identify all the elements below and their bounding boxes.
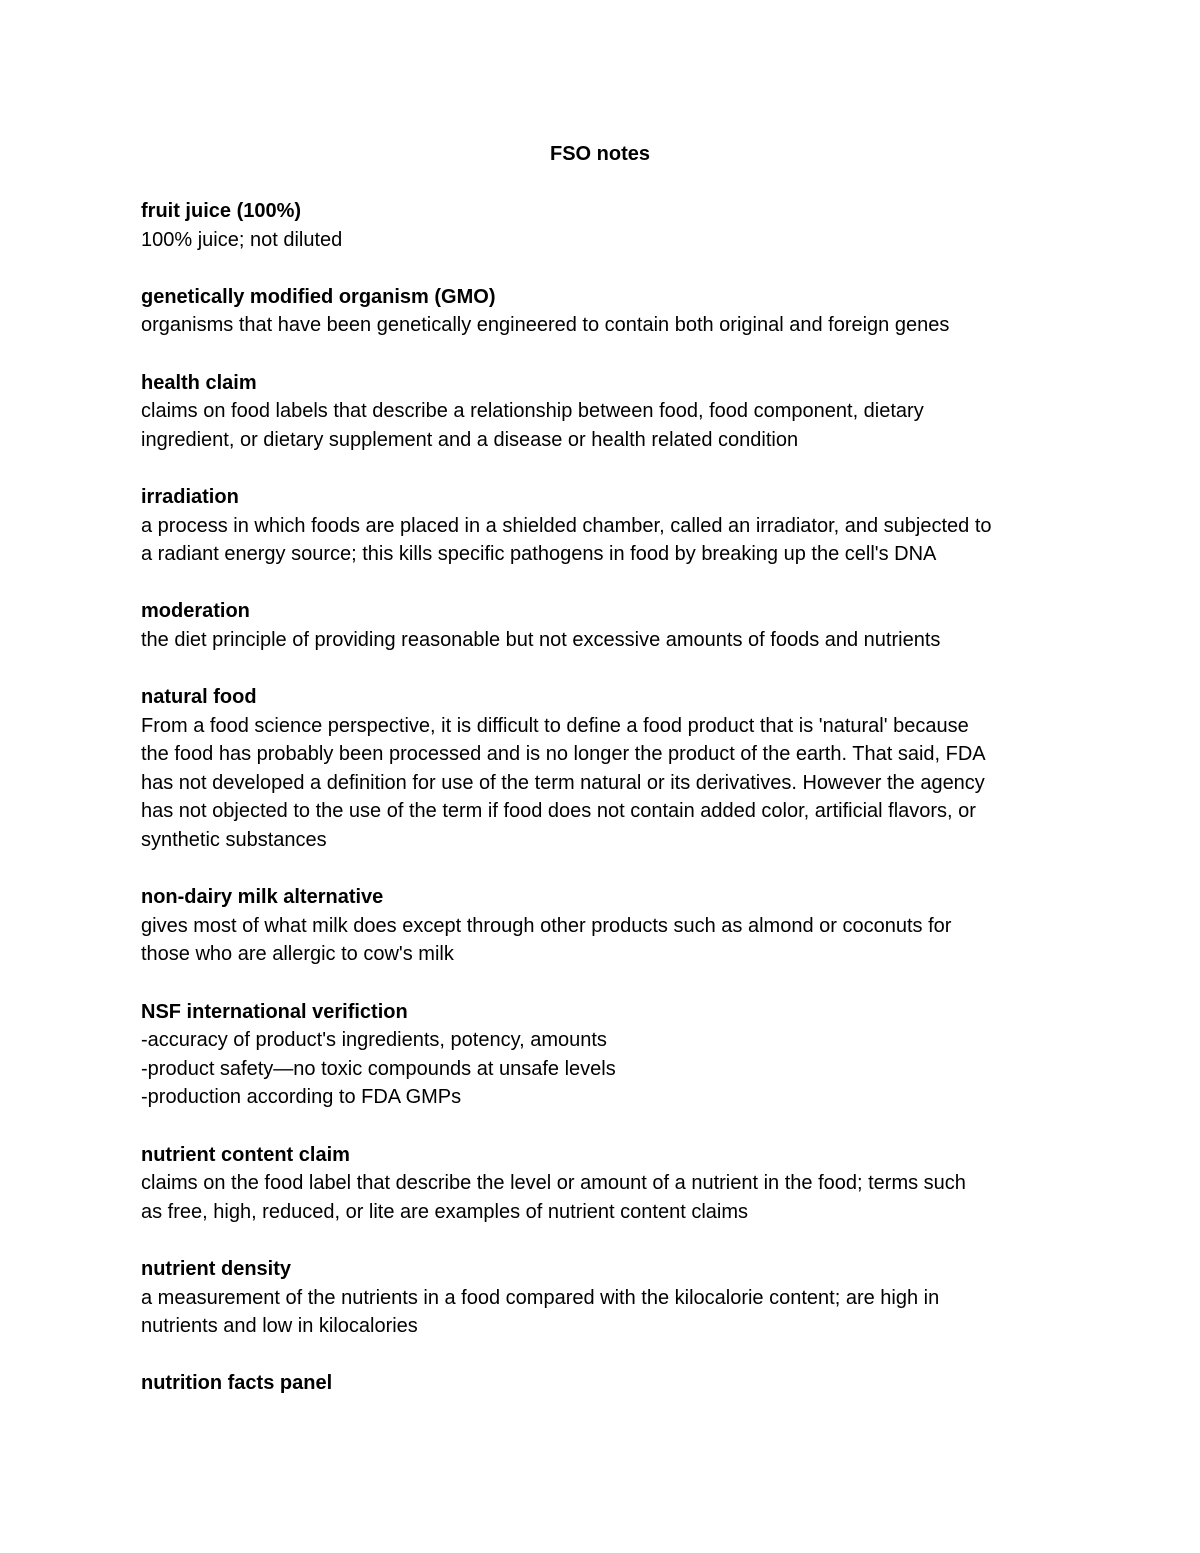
glossary-entry [141,1369,1081,1398]
glossary-definition: 100% juice; not diluted [141,228,343,251]
glossary-term: nutrient density [141,1257,292,1280]
glossary-definition: the diet principle of providing reasonable but not excessive amounts of foods and nutrients [141,628,941,651]
page-title: FSO notes [549,143,650,165]
glossary-term: genetically modified organism (GMO) [141,285,496,308]
glossary-entry [141,483,1081,569]
glossary-term: nutrient content claim [141,1143,350,1166]
glossary-list [141,197,1081,1427]
glossary-definition: claims on the food label that describe the level or amount of a nutrient in the food; terms such as free, high, reduced, or lite are examples of nutrient content claims [141,1172,966,1223]
glossary-definition: a measurement of the nutrients in a food compared with the kilocalorie content; are high in nutrients and low in kilocalories [141,1286,940,1338]
glossary-entry [141,197,1081,254]
glossary-term: health claim [141,371,257,394]
glossary-definition: gives most of what milk does except through other products such as almond or coconuts for those who are allergic to cow's milk [141,914,952,966]
glossary-entry [141,283,1081,340]
glossary-term: natural food [141,686,257,709]
glossary-entry [141,597,1081,654]
glossary-entry [141,369,1081,455]
glossary-definition: -accuracy of product's ingredients, potency, amounts -product safety—no toxic compounds at unsafe levels -production according to FDA GMPs [141,1029,616,1109]
glossary-term: nutrition facts panel [141,1372,333,1395]
glossary-entry [141,1255,1081,1341]
glossary-term: NSF international verifiction [141,1000,408,1023]
glossary-definition: a process in which foods are placed in a shielded chamber, called an irradiator, and subjected to a radiant energy source; this kills specific pathogens in food by breaking up the cell's DNA [141,514,992,566]
glossary-entry [141,883,1081,969]
glossary-term: moderation [141,600,250,623]
glossary-definition: claims on food labels that describe a relationship between food, food component, dietary ingredient, or dietary supplement and a disease or health related condition [141,400,924,451]
glossary-term: fruit juice (100%) [141,200,302,222]
glossary-entry [141,1141,1081,1227]
glossary-definition: From a food science perspective, it is difficult to define a food product that is 'natural' because the food has probably been processed and is no longer the product of the earth. That said, FDA has not developed a definition for use of the term natural or its derivatives. However the agency has not objected to the use of the term if food does not contain added color, artificial flavors, or synthetic substances [141,714,986,852]
glossary-entry [141,683,1081,855]
glossary-term: non-dairy milk alternative [141,886,384,909]
glossary-entry [141,998,1081,1112]
glossary-definition: organisms that have been genetically engineered to contain both original and foreign genes [141,314,950,337]
glossary-term: irradiation [141,485,239,508]
